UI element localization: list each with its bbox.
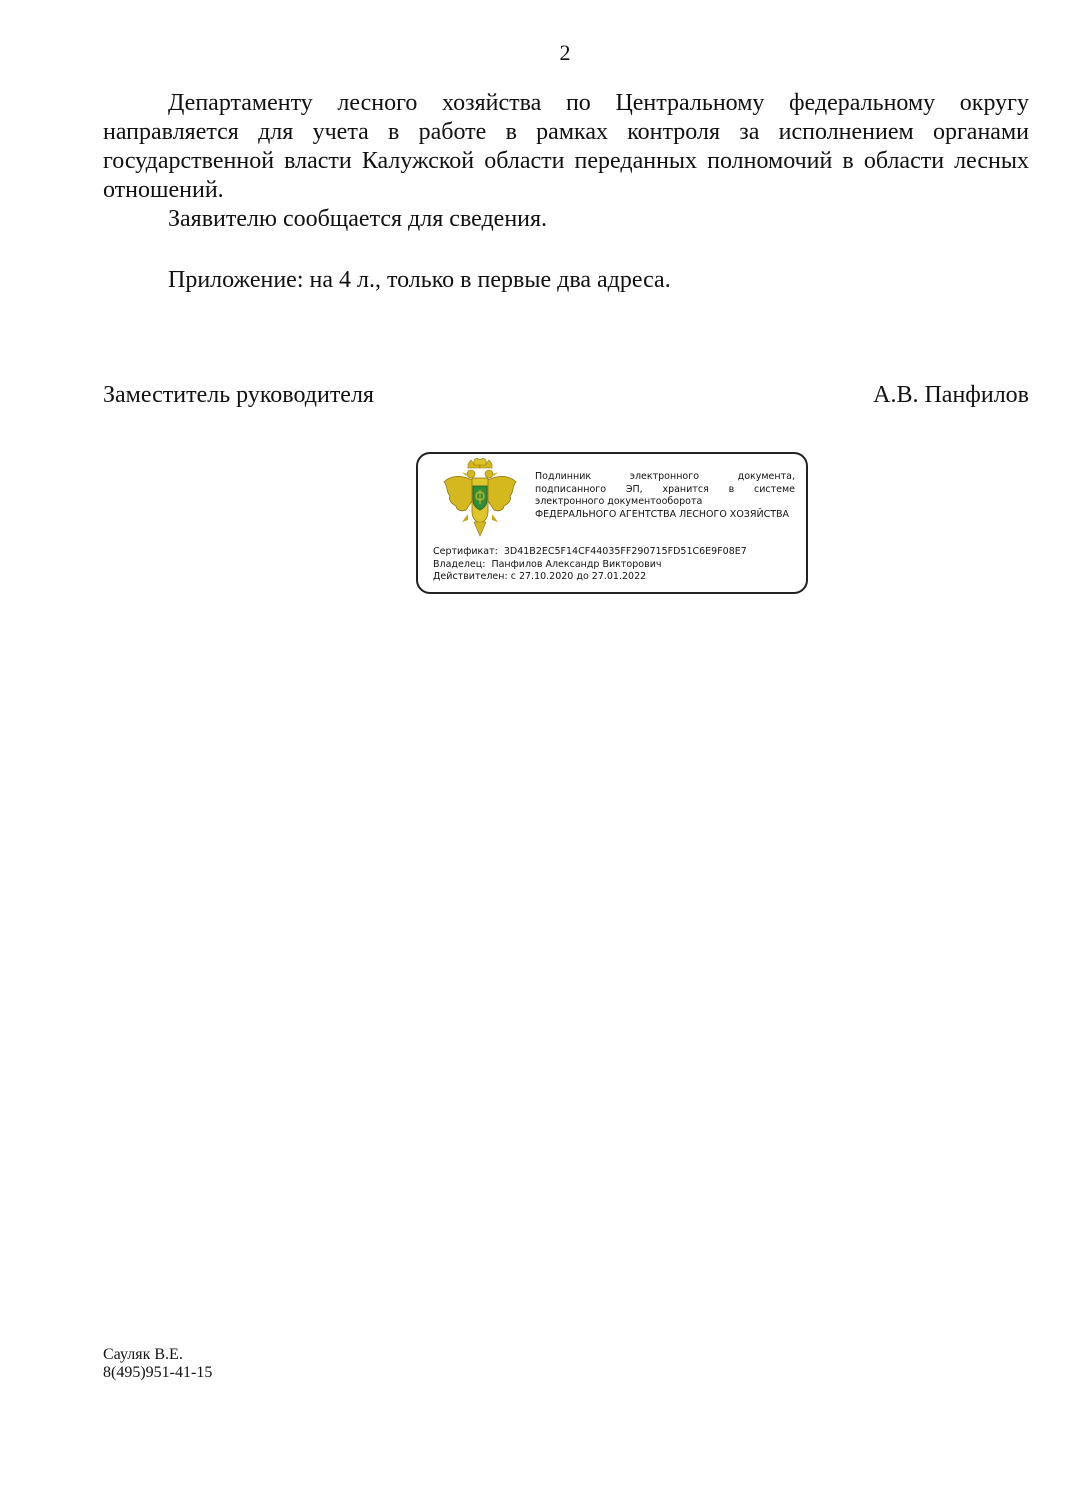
validity-line <box>433 571 747 584</box>
paragraph-department: Департаменту лесного хозяйства по Центральному федеральному округу направляется для учета в работе в рамках контроля за исполнением органами государственной власти Калужской области переданных полномочий в области лесных отношений. <box>103 90 1029 203</box>
stamp-details <box>433 546 747 584</box>
signatory-name: А.В. Панфилов <box>873 382 1029 408</box>
electronic-signature-stamp <box>416 452 808 594</box>
certificate-label: Сертификат: <box>433 546 498 557</box>
certificate-value: 3D41B2EC5F14CF44035FF290715FD51C6E9F08E7 <box>503 546 747 557</box>
owner-line <box>433 559 747 572</box>
certificate-line <box>433 546 747 559</box>
executor-phone: 8(495)951-41-15 <box>103 1364 213 1381</box>
signatory-title: Заместитель руководителя <box>103 382 374 408</box>
letter-body <box>103 89 1029 234</box>
owner-label: Владелец: <box>433 558 486 570</box>
double-headed-eagle-emblem-icon <box>442 458 518 540</box>
stamp-notice-text <box>535 471 795 521</box>
executor-name: Сауляк В.Е. <box>103 1346 183 1363</box>
paragraph-applicant: Заявителю сообщается для сведения. <box>168 206 548 232</box>
valid-value: с 27.10.2020 до 27.01.2022 <box>510 571 647 582</box>
owner-value: Панфилов Александр Викторович <box>491 558 662 570</box>
valid-label: Действителен: <box>433 571 508 582</box>
stamp-agency: ФЕДЕРАЛЬНОГО АГЕНТСТВА ЛЕСНОГО ХОЗЯЙСТВА <box>535 508 790 520</box>
attachment-note: Приложение: на 4 л., только в первые два адреса. <box>168 267 671 293</box>
stamp-notice: Подлинник электронного документа, подписанного ЭП, хранится в системе электронного документооборота <box>535 471 795 507</box>
page-number: 2 <box>559 40 571 65</box>
executor-info <box>103 1346 212 1382</box>
